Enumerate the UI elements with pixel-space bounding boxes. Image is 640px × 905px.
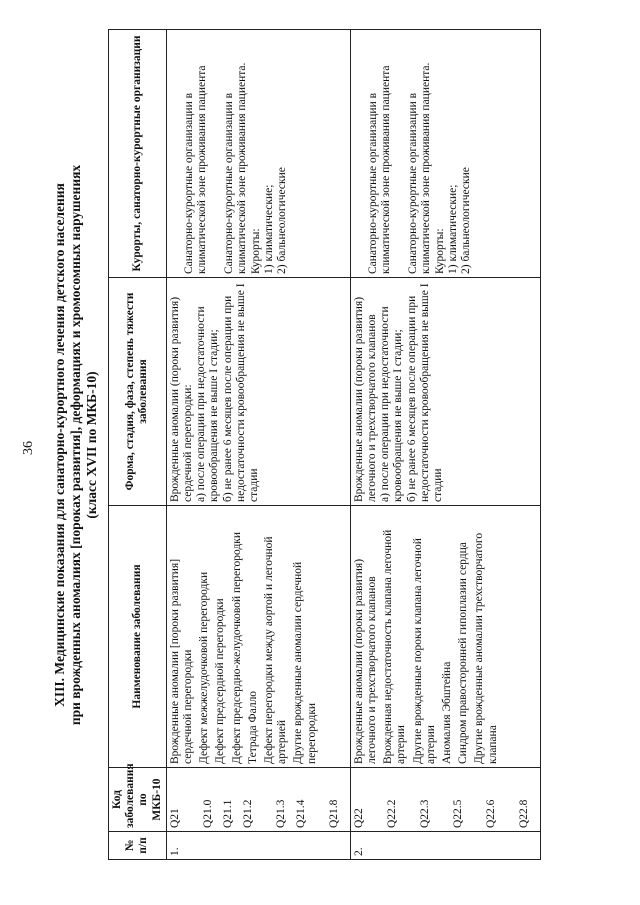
- disease-name: Другие врожденные пороки клапана легочной артерии: [411, 538, 437, 764]
- code-value: Q22.2: [385, 799, 398, 828]
- row-number: 2.: [350, 832, 540, 860]
- header-code: Код заболевания по МКБ-10: [109, 768, 167, 832]
- code-value: Q21.0: [201, 799, 214, 828]
- section-heading: [52, 30, 100, 860]
- form-stage-cell: [350, 278, 540, 506]
- resort-cell: [166, 30, 350, 278]
- code-value: Q21.4: [294, 799, 307, 828]
- table-row: [166, 30, 350, 860]
- disease-name: Врожденная недостаточность клапана легочной артерии: [382, 529, 408, 764]
- resort-text: 1) климатические;: [446, 184, 459, 274]
- disease-name-cell: [166, 506, 350, 768]
- resort-text: Санаторно-курортные организации в климатической зоне проживания пациента: [366, 65, 393, 274]
- disease-name: Аномалия Эбштейна: [441, 661, 454, 764]
- form-text: б) не ранее 6 месяцев после операции при недостаточности кровообращения не выше I стадии: [221, 283, 261, 502]
- code-value: Q22.3: [418, 799, 431, 828]
- code-value: Q22: [352, 808, 365, 828]
- disease-name: Другие врожденные аномалии сердечной перегородки: [292, 561, 318, 764]
- form-text: Врожденные аномалии (пороки развития) легочного и трехстворчатого клапанов: [352, 296, 379, 502]
- disease-name: Синдром правосторонней гипоплазии сердца: [457, 542, 470, 764]
- resort-text: Курорты:: [433, 228, 446, 274]
- disease-name: Дефект предсердно-желудочковой перегородки: [230, 531, 243, 764]
- resort-text: 2) бальнеологические: [276, 167, 289, 274]
- disease-name-cell: [350, 506, 540, 768]
- row-number: 1.: [166, 832, 350, 860]
- resort-text: 2) бальнеологические: [460, 167, 473, 274]
- disease-name: Дефект перегородки между аортой и легочной артерией: [263, 536, 289, 764]
- code-value: Q21.2: [241, 799, 254, 828]
- disease-name: Врожденные аномалии [пороки развития] сердечной перегородки: [168, 558, 195, 764]
- code-value: Q22.5: [451, 799, 464, 828]
- table-row: [350, 30, 540, 860]
- code-value: Q21.1: [221, 799, 234, 828]
- resort-text: Курорты:: [249, 228, 262, 274]
- header-num: № п/п: [109, 832, 167, 860]
- page-number: 36: [21, 441, 36, 455]
- disease-name: Другие врожденные аномалии трехстворчатого клапана: [473, 532, 499, 764]
- disease-name: Дефект межжелудочковой перегородки: [198, 571, 211, 764]
- code-value: Q21.3: [274, 799, 287, 828]
- code-value: Q22.6: [484, 799, 497, 828]
- disease-name: Врожденные аномалии (пороки развития) легочного и трехстворчатого клапанов: [352, 558, 379, 764]
- table-header-row: [109, 30, 167, 860]
- header-resort: Курорты, санаторно-курортные организации: [109, 30, 167, 278]
- header-name: Наименование заболевания: [109, 506, 167, 768]
- rotated-page-content: [52, 30, 622, 860]
- heading-line-1: XIII. Медицинские показания для санаторно-курортного лечения детского населения: [52, 183, 67, 707]
- form-text: б) не ранее 6 месяцев после операции при недостаточности кровообращения не выше I стадии: [405, 283, 445, 502]
- code-value: Q22.8: [517, 799, 530, 828]
- code-cell: [350, 768, 540, 832]
- code-value: Q21.8: [327, 799, 340, 828]
- code-cell: [166, 768, 350, 832]
- resort-text: Санаторно-курортные организации в климатической зоне проживания пациента: [182, 65, 209, 274]
- form-text: а) после операции при недостаточности кровообращения не выше I стадии;: [379, 306, 405, 502]
- heading-line-3: (класс XVII по МКБ-10): [84, 371, 99, 519]
- code-value: Q21: [168, 808, 181, 828]
- disease-name: Тетрада Фалло: [246, 690, 259, 764]
- form-text: Врожденные аномалии (пороки развития) сердечной перегородки:: [168, 296, 195, 502]
- form-text: а) после операции при недостаточности кровообращения не выше I стадии;: [195, 306, 221, 502]
- indications-table: [108, 29, 541, 860]
- disease-name: Дефект предсердной перегородки: [214, 598, 227, 764]
- resort-text: Санаторно-курортные организации в климатической зоне проживания пациента.: [223, 62, 249, 274]
- resort-text: Санаторно-курортные организации в климатической зоне проживания пациента.: [407, 62, 433, 274]
- resort-text: 1) климатические;: [262, 184, 275, 274]
- header-form: Форма, стадия, фаза, степень тяжести заболевания: [109, 278, 167, 506]
- heading-line-2: при врожденных аномалиях [пороках развития], деформациях и хромосомных нарушениях: [68, 164, 83, 726]
- resort-cell: [350, 30, 540, 278]
- form-stage-cell: [166, 278, 350, 506]
